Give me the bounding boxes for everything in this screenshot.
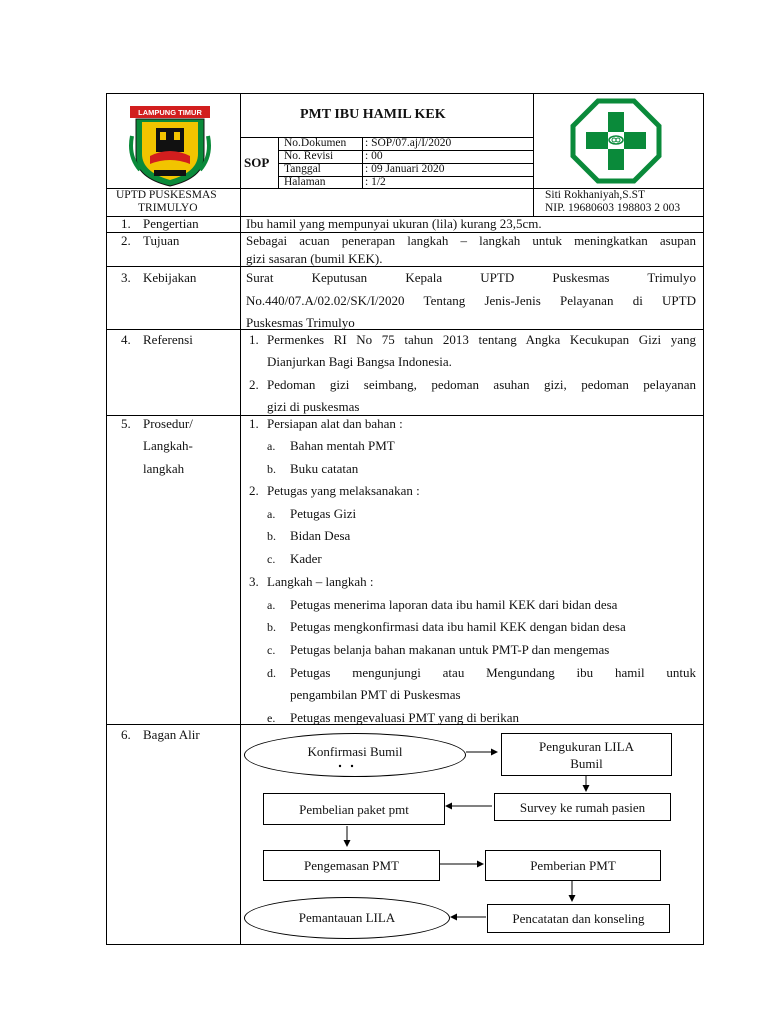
- section-3-item-b: Petugas mengkonfirmasi data ibu hamil KEK dengan bidan desa: [290, 619, 626, 634]
- flow-survey: [494, 793, 671, 821]
- field-value-tanggal: : 09 Januari 2020: [365, 163, 445, 175]
- section-2-num: 2.: [249, 483, 259, 498]
- field-value-no-dokumen: : SOP/07.aj/I/2020: [365, 137, 452, 149]
- flow-pemantauan: [244, 897, 450, 939]
- flow-pengemasan-label: Pengemasan PMT: [304, 858, 399, 873]
- section-3-title: Langkah – langkah :: [267, 574, 374, 589]
- section-3-item-c: Petugas belanja bahan makanan untuk PMT-P dan mengemas: [290, 642, 610, 657]
- flow-konfirmasi-label: Konfirmasi Bumil: [307, 744, 403, 759]
- section-2-item-c-letter: c.: [267, 552, 276, 566]
- flow-pengukuran-line-1: Pengukuran LILA: [539, 738, 634, 754]
- section-1-item-b-letter: b.: [267, 462, 276, 476]
- kebijakan-line-1: Surat Keputusan Kepala UPTD Puskesmas Trimulyo: [246, 270, 696, 285]
- signer-name: Siti Rokhaniyah,S.ST: [545, 189, 645, 201]
- field-value-no-revisi: : 00: [365, 150, 383, 162]
- row-label-kebijakan: Kebijakan: [143, 270, 197, 285]
- referensi-item-1-line-2: Dianjurkan Bagi Bangsa Indonesia.: [267, 354, 452, 369]
- section-3-item-d: Petugas mengunjungi atau Mengundang ibu hamil untuk: [290, 665, 696, 680]
- section-3-item-d-cont: pengambilan PMT di Puskesmas: [290, 687, 461, 702]
- tujuan-line-1: Sebagai acuan penerapan langkah – langkah untuk meningkatkan asupan: [246, 233, 696, 248]
- document-title: PMT IBU HAMIL KEK: [300, 107, 446, 122]
- org-name-line-1: UPTD PUSKESMAS: [116, 189, 217, 201]
- row-num-kebijakan: 3.: [121, 270, 131, 285]
- section-3-item-e: Petugas mengevaluasi PMT yang di berikan: [290, 710, 520, 725]
- section-3-item-c-letter: c.: [267, 643, 276, 657]
- row-num-prosedur: 5.: [121, 416, 131, 431]
- row-label-prosedur-1: Prosedur/: [143, 416, 193, 431]
- field-label-no-revisi: No. Revisi: [284, 150, 334, 162]
- section-3-item-d-letter: d.: [267, 666, 276, 680]
- flow-pembelian: [263, 793, 445, 825]
- section-2-item-b-letter: b.: [267, 529, 276, 543]
- section-2-item-c: Kader: [290, 551, 322, 566]
- flow-survey-label: Survey ke rumah pasien: [519, 799, 646, 815]
- row-label-pengertian: Pengertian: [143, 216, 199, 231]
- flow-pencatatan: [487, 904, 670, 933]
- dot-marks: [336, 758, 358, 766]
- tujuan-line-2: gizi sasaran (bumil KEK).: [246, 251, 383, 266]
- section-1-title: Persiapan alat dan bahan :: [267, 416, 403, 431]
- row-num-pengertian: 1.: [121, 216, 131, 231]
- section-1-item-a: Bahan mentah PMT: [290, 438, 395, 453]
- section-3-item-a-letter: a.: [267, 598, 276, 612]
- field-label-halaman: Halaman: [284, 176, 326, 188]
- logo-banner-text: LAMPUNG TIMUR: [138, 108, 202, 117]
- flow-pencatatan-label: Pencatatan dan konseling: [512, 911, 645, 926]
- row-label-referensi: Referensi: [143, 332, 193, 347]
- flow-pemantauan-label: Pemantauan LILA: [298, 910, 396, 925]
- section-3-item-b-letter: b.: [267, 620, 276, 634]
- section-1-item-a-letter: a.: [267, 439, 276, 453]
- flow-pengukuran-lila: [501, 733, 672, 776]
- kebijakan-line-3: Puskesmas Trimulyo: [246, 315, 355, 330]
- section-1-item-b: Buku catatan: [290, 461, 359, 476]
- referensi-item-1-line-1: Permenkes RI No 75 tahun 2013 tentang Angka Kecukupan Gizi yang: [267, 332, 696, 347]
- field-value-halaman: : 1/2: [365, 176, 386, 188]
- flow-pemberian-label: Pemberian PMT: [530, 858, 616, 873]
- kebijakan-line-2: No.440/07.A/02.02/SK/I/2020 Tentang Jenis-Jenis Pelayanan di UPTD: [246, 293, 696, 308]
- section-3-item-a: Petugas menerima laporan data ibu hamil KEK dari bidan desa: [290, 597, 618, 612]
- flow-pembelian-label: Pembelian paket pmt: [299, 801, 409, 817]
- row-label-prosedur-2: Langkah-: [143, 438, 193, 453]
- row-num-tujuan: 2.: [121, 233, 131, 248]
- flow-pengukuran-line-2: Bumil: [570, 755, 603, 771]
- row-num-referensi: 4.: [121, 332, 131, 347]
- pengertian-text: Ibu hamil yang mempunyai ukuran (lila) kurang 23,5cm.: [246, 216, 542, 231]
- flow-pengemasan: [263, 850, 440, 881]
- field-label-tanggal: Tanggal: [284, 163, 321, 175]
- referensi-item-1-num: 1.: [249, 332, 259, 347]
- row-label-tujuan: Tujuan: [143, 233, 180, 248]
- section-1-num: 1.: [249, 416, 259, 431]
- section-2-title: Petugas yang melaksanakan :: [267, 483, 420, 498]
- section-2-item-b: Bidan Desa: [290, 528, 351, 543]
- field-label-no-dokumen: No.Dokumen: [284, 137, 347, 149]
- section-3-item-e-letter: e.: [267, 711, 276, 725]
- row-num-bagan: 6.: [121, 727, 131, 742]
- sop-label: SOP: [244, 155, 270, 170]
- section-3-num: 3.: [249, 574, 259, 589]
- flow-konfirmasi-bumil: [244, 733, 466, 777]
- row-label-bagan: Bagan Alir: [143, 727, 200, 742]
- org-name-line-2: TRIMULYO: [138, 202, 198, 214]
- flow-pemberian: [485, 850, 661, 881]
- referensi-item-2-line-2: gizi di puskesmas: [267, 399, 360, 414]
- referensi-item-2-num: 2.: [249, 377, 259, 392]
- row-label-prosedur-3: langkah: [143, 461, 185, 476]
- section-2-item-a-letter: a.: [267, 507, 276, 521]
- signer-nip: NIP. 19680603 198803 2 003: [545, 202, 681, 214]
- section-2-item-a: Petugas Gizi: [290, 506, 357, 521]
- referensi-item-2-line-1: Pedoman gizi seimbang, pedoman asuhan gizi, pedoman pelayanan: [267, 377, 696, 392]
